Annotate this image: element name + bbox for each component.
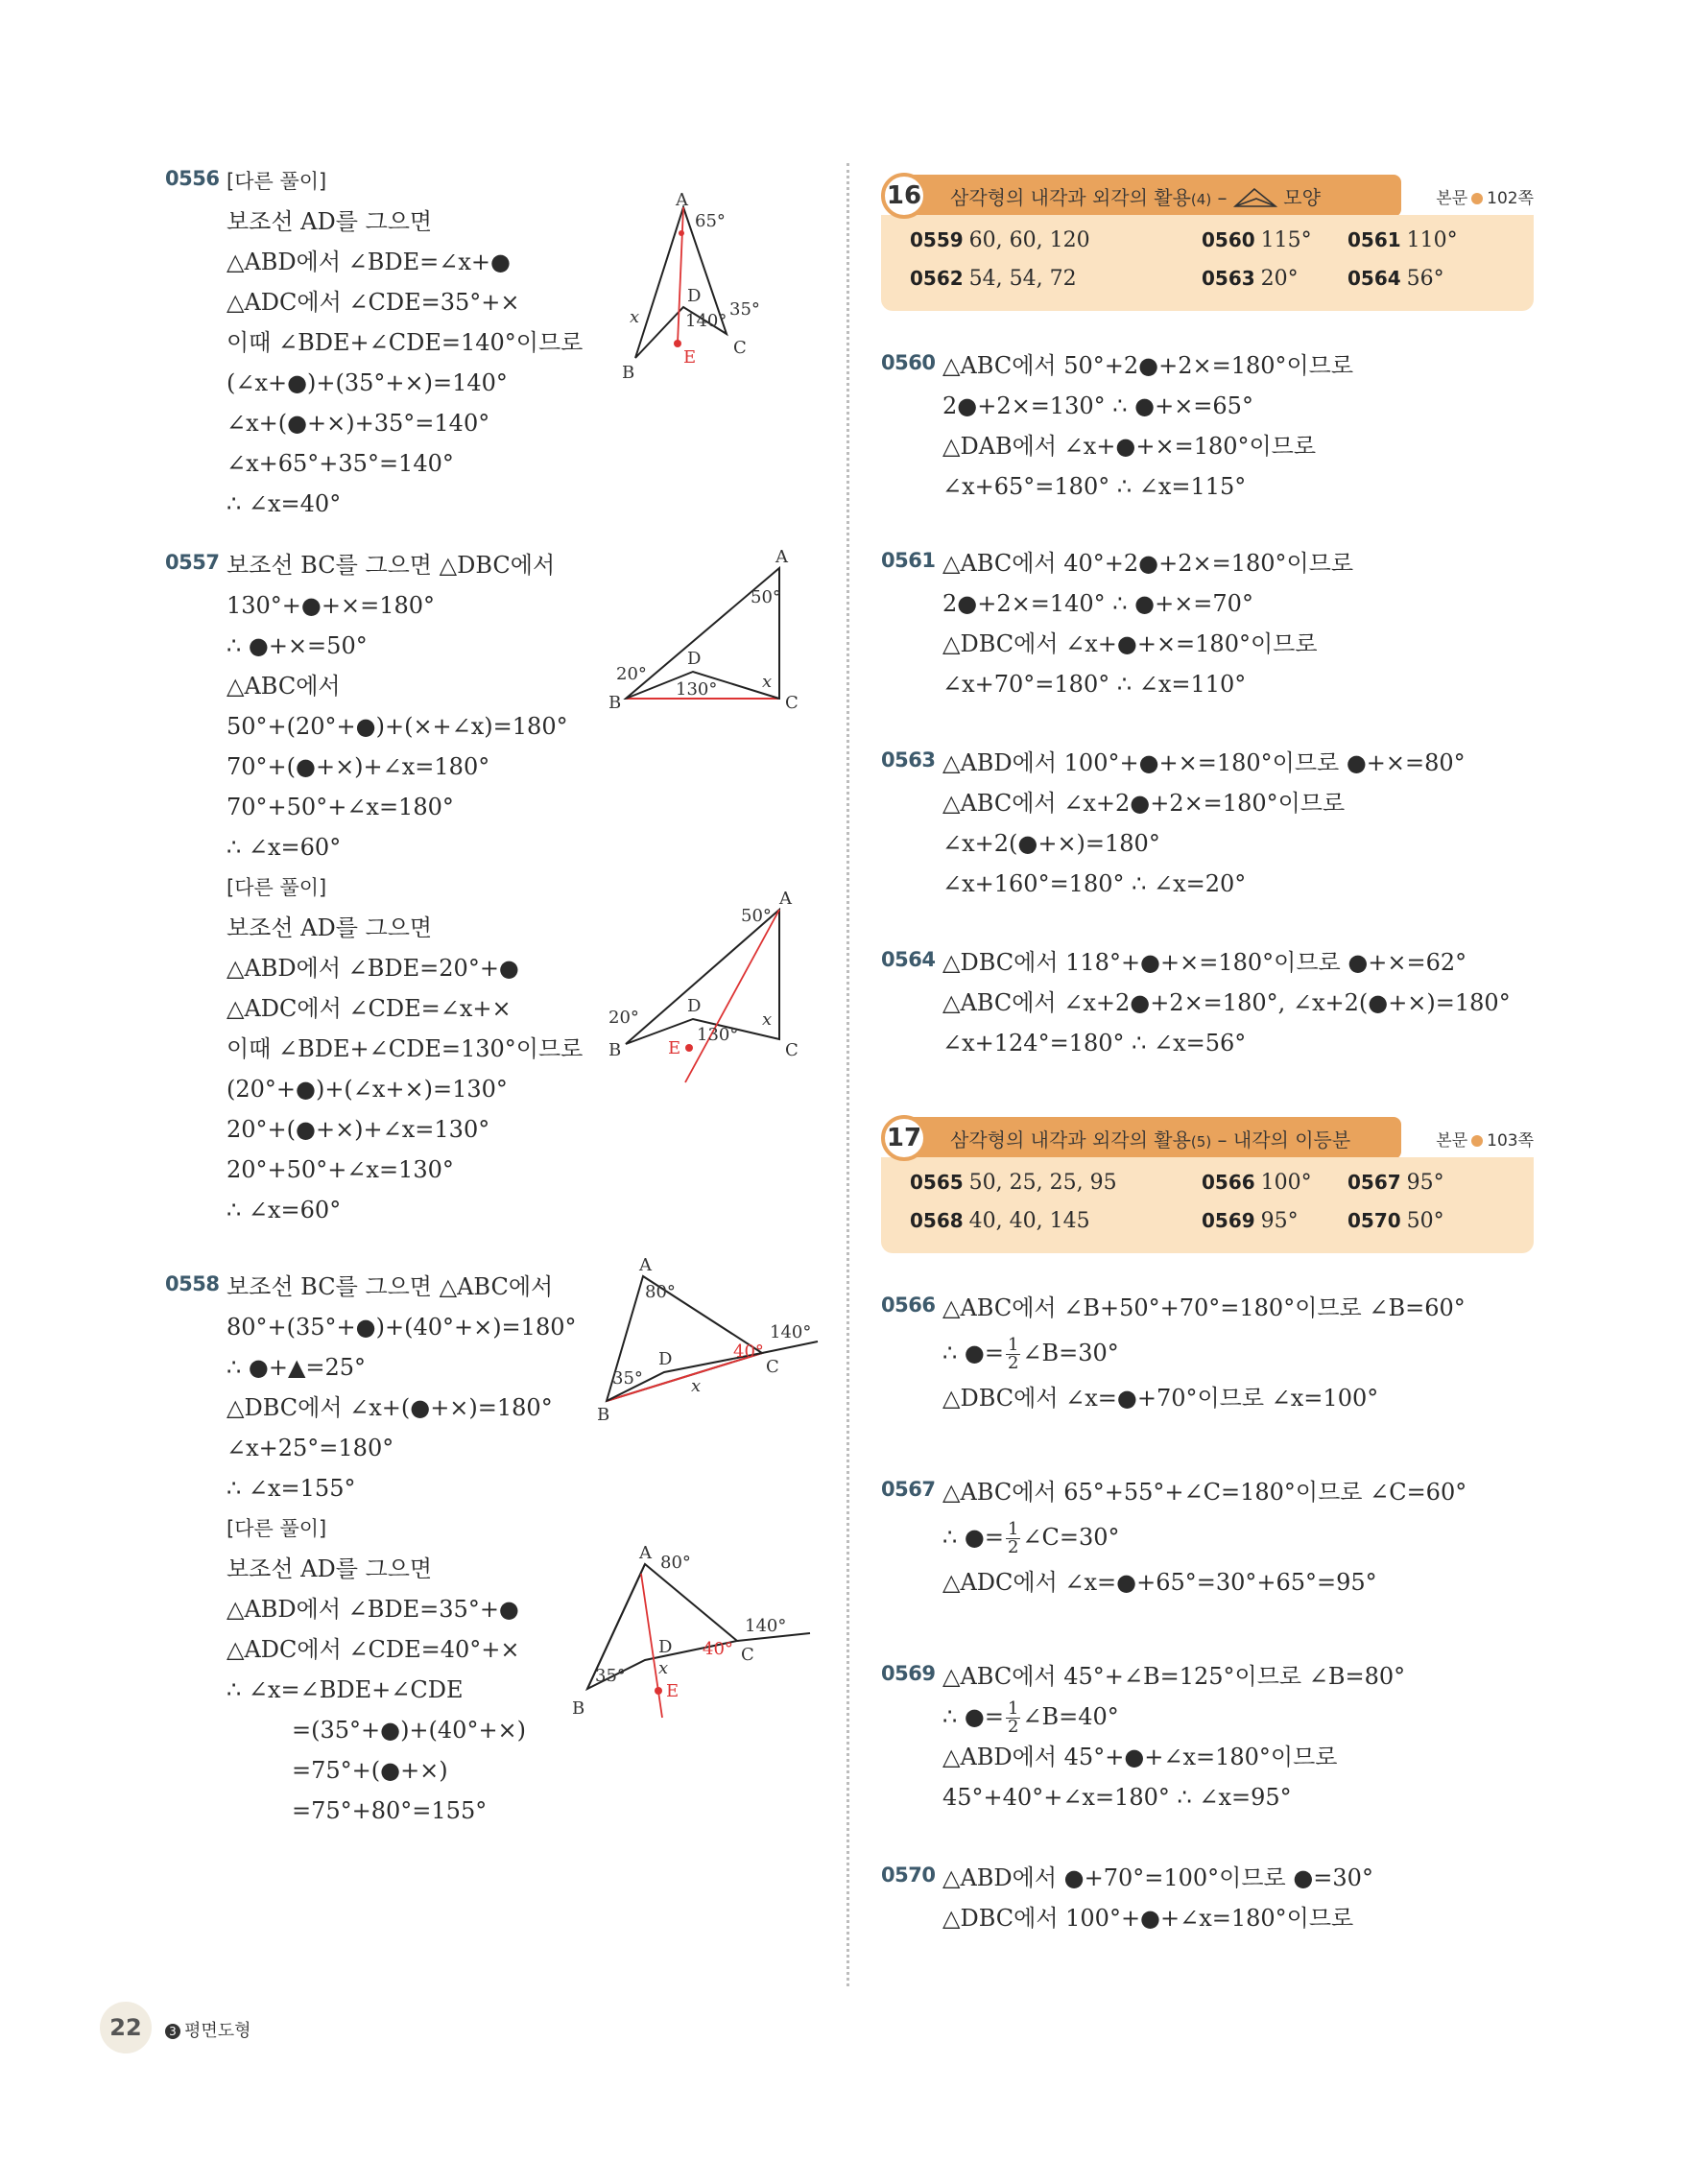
solution-line: ∴ ∠x=60° bbox=[227, 1197, 342, 1223]
solution-line: ∴ ∠x=40° bbox=[227, 490, 342, 517]
problem-0567 bbox=[881, 1472, 1534, 1656]
solution-line: ∴ ●+×=50° bbox=[227, 632, 368, 659]
solution-line: △ABD에서 100°+●+×=180°이므로 ●+×=80° bbox=[942, 749, 1466, 776]
problem-0556 bbox=[165, 161, 827, 545]
solution-line: =75°+80°=155° bbox=[292, 1797, 488, 1824]
label-E: E bbox=[668, 1038, 681, 1058]
angle-x: x bbox=[658, 1658, 669, 1678]
answer-item: 0566 100° bbox=[1202, 1171, 1312, 1195]
fraction: $\frac{1}{2}$ bbox=[1007, 1335, 1019, 1373]
label-C: C bbox=[785, 693, 799, 713]
solution-line: 2●+2×=140° ∴ ●+×=70° bbox=[942, 590, 1253, 617]
angle-130: 130° bbox=[676, 679, 718, 700]
problem-number: 0560 bbox=[881, 351, 936, 374]
problem-0566 bbox=[881, 1288, 1534, 1472]
problem-0563 bbox=[881, 743, 1534, 942]
solution-line: (20°+●)+(∠x+×)=130° bbox=[227, 1076, 508, 1103]
chapter-label bbox=[165, 2017, 251, 2042]
section-16 bbox=[881, 173, 1534, 311]
solution-line: △ABD에서 ●+70°=100°이므로 ●=30° bbox=[942, 1864, 1373, 1891]
solution-line: 보조선 BC를 그으면 △DBC에서 bbox=[227, 552, 556, 579]
solution-line: 130°+●+×=180° bbox=[227, 592, 435, 619]
answer-box bbox=[881, 1157, 1534, 1253]
problem-number: 0566 bbox=[881, 1294, 936, 1317]
angle-130: 130° bbox=[697, 1025, 739, 1045]
solution-line: △ABC에서 ∠B+50°+70°=180°이므로 ∠B=60° bbox=[942, 1294, 1466, 1321]
label-C: C bbox=[785, 1040, 799, 1060]
angle-x: x bbox=[691, 1376, 702, 1396]
label-C: C bbox=[741, 1645, 754, 1665]
triangle-shape-icon bbox=[1233, 187, 1277, 208]
solution-line: △ABC에서 65°+55°+∠C=180°이므로 ∠C=60° bbox=[942, 1479, 1467, 1506]
alt-solution-tag: [다른 풀이] bbox=[227, 1517, 327, 1540]
section-number-badge: 16 bbox=[881, 173, 927, 219]
left-column bbox=[165, 161, 827, 1831]
solution-line: 45°+40°+∠x=180° ∴ ∠x=95° bbox=[942, 1784, 1292, 1811]
problem-number: 0557 bbox=[165, 551, 220, 574]
solution-line: ∴ ∠x=60° bbox=[227, 834, 342, 861]
answer-item: 0565 50, 25, 25, 95 bbox=[910, 1171, 1117, 1195]
problem-0561 bbox=[881, 543, 1534, 743]
solution-line: 이때 ∠BDE+∠CDE=140°이므로 bbox=[227, 329, 584, 356]
label-D: D bbox=[687, 649, 702, 669]
angle-35: 35° bbox=[729, 299, 760, 320]
solution-line: 이때 ∠BDE+∠CDE=130°이므로 bbox=[227, 1035, 584, 1062]
column-divider bbox=[846, 163, 849, 1986]
solution-line: △ABD에서 ∠BDE=35°+● bbox=[227, 1596, 519, 1623]
textbook-reference bbox=[1436, 1127, 1534, 1151]
solution-line: ∠x+160°=180° ∴ ∠x=20° bbox=[942, 870, 1247, 897]
answer-item: 0567 95° bbox=[1347, 1171, 1444, 1195]
angle-40: 40° bbox=[733, 1341, 764, 1362]
angle-140: 140° bbox=[770, 1322, 812, 1342]
triangle-diagram-0556 bbox=[616, 190, 808, 383]
solution-line: 보조선 AD를 그으면 bbox=[227, 914, 433, 941]
section-17 bbox=[881, 1115, 1534, 1253]
solution-line: ∠x+70°=180° ∴ ∠x=110° bbox=[942, 671, 1247, 698]
solution-line: △ABC에서 bbox=[227, 673, 341, 700]
solution-line: ∠x+65°+35°=140° bbox=[227, 450, 454, 477]
label-D: D bbox=[687, 996, 702, 1016]
angle-50: 50° bbox=[751, 587, 781, 607]
right-column bbox=[881, 173, 1534, 1938]
angle-40: 40° bbox=[703, 1639, 733, 1659]
answer-item: 0569 95° bbox=[1202, 1209, 1299, 1233]
angle-80: 80° bbox=[660, 1553, 691, 1573]
solution-line: 20°+(●+×)+∠x=130° bbox=[227, 1116, 490, 1143]
solution-line: ∴ ●= $\frac{1}{2}$ ∠B=30° bbox=[942, 1335, 1119, 1373]
triangle-diagram-0558 bbox=[597, 1257, 827, 1430]
problem-0569 bbox=[881, 1656, 1534, 1858]
label-C: C bbox=[766, 1357, 779, 1377]
solution-line: ∴ ●= $\frac{1}{2}$ ∠C=30° bbox=[942, 1519, 1120, 1557]
arrow-circle-icon bbox=[1471, 1135, 1483, 1147]
angle-50: 50° bbox=[741, 906, 772, 926]
problem-0564 bbox=[881, 942, 1534, 1115]
label-C: C bbox=[733, 338, 747, 358]
solution-line: △ABC에서 ∠x+2●+2×=180°, ∠x+2(●+×)=180° bbox=[942, 989, 1511, 1016]
section-title-text: 삼각형의 내각과 외각의 활용 bbox=[950, 186, 1191, 209]
label-B: B bbox=[572, 1698, 585, 1719]
problem-0570 bbox=[881, 1858, 1534, 1938]
triangle-diagram-0557 bbox=[607, 545, 818, 727]
label-D: D bbox=[658, 1349, 673, 1369]
solution-line: △DBC에서 100°+●+∠x=180°이므로 bbox=[942, 1905, 1354, 1932]
solution-line: △ABD에서 ∠BDE=∠x+● bbox=[227, 249, 511, 275]
solution-line: 보조선 AD를 그으면 bbox=[227, 1555, 433, 1582]
problem-number: 0569 bbox=[881, 1662, 936, 1685]
solution-line: △ADC에서 ∠CDE=40°+× bbox=[227, 1636, 520, 1663]
problem-number: 0561 bbox=[881, 549, 936, 572]
section-header bbox=[881, 173, 1534, 219]
arrow-circle-icon bbox=[1471, 193, 1483, 204]
label-A: A bbox=[779, 889, 792, 909]
answer-item: 0561 110° bbox=[1347, 228, 1458, 252]
ref-label: 본문 bbox=[1436, 1131, 1468, 1151]
section-title-sub: (5) bbox=[1190, 1133, 1212, 1151]
label-A: A bbox=[639, 1543, 652, 1563]
solution-line: 2●+2×=130° ∴ ●+×=65° bbox=[942, 392, 1253, 419]
section-title-tail: – 내각의 이등분 bbox=[1217, 1128, 1351, 1151]
solution-line: 50°+(20°+●)+(×+∠x)=180° bbox=[227, 713, 568, 740]
solution-line: △ABD에서 45°+●+∠x=180°이므로 bbox=[942, 1744, 1338, 1770]
solution-line: 80°+(35°+●)+(40°+×)=180° bbox=[227, 1314, 577, 1341]
answer-item: 0560 115° bbox=[1202, 228, 1312, 252]
chapter-name: 평면도형 bbox=[184, 2021, 251, 2041]
problem-0560 bbox=[881, 345, 1534, 543]
label-B: B bbox=[608, 1040, 622, 1060]
angle-35: 35° bbox=[595, 1666, 626, 1686]
section-title-sub: (4) bbox=[1190, 191, 1212, 208]
solution-line: 70°+50°+∠x=180° bbox=[227, 794, 454, 820]
label-B: B bbox=[597, 1405, 610, 1425]
triangle-diagram-0557-alt bbox=[607, 890, 818, 1092]
solution-line: ∴ ●= $\frac{1}{2}$ ∠B=40° bbox=[942, 1698, 1119, 1737]
solution-line: ∠x+65°=180° ∴ ∠x=115° bbox=[942, 473, 1247, 500]
label-D: D bbox=[687, 286, 702, 306]
problem-0557 bbox=[165, 545, 827, 1267]
section-title bbox=[950, 182, 1321, 210]
chapter-number-icon: 3 bbox=[165, 2024, 180, 2039]
alt-solution-tag: [다른 풀이] bbox=[227, 170, 327, 193]
label-D: D bbox=[658, 1637, 673, 1657]
angle-x: x bbox=[630, 307, 640, 327]
answer-box bbox=[881, 215, 1534, 311]
solution-line: ∠x+124°=180° ∴ ∠x=56° bbox=[942, 1030, 1247, 1056]
ref-label: 본문 bbox=[1436, 189, 1468, 208]
label-E: E bbox=[666, 1681, 680, 1701]
solution-line: 20°+50°+∠x=130° bbox=[227, 1156, 454, 1183]
problem-number: 0567 bbox=[881, 1478, 936, 1501]
solution-line: △DBC에서 118°+●+×=180°이므로 ●+×=62° bbox=[942, 949, 1467, 976]
answer-item: 0564 56° bbox=[1347, 267, 1444, 291]
answer-item: 0570 50° bbox=[1347, 1209, 1444, 1233]
solution-line: △ADC에서 ∠CDE=∠x+× bbox=[227, 995, 512, 1022]
solution-line: △DBC에서 ∠x=●+70°이므로 ∠x=100° bbox=[942, 1385, 1379, 1412]
solution-line: △ABC에서 ∠x+2●+2×=180°이므로 bbox=[942, 790, 1346, 817]
solution-line: △ABD에서 ∠BDE=20°+● bbox=[227, 955, 519, 982]
ref-page: 102쪽 bbox=[1487, 189, 1534, 208]
solution-line: (∠x+●)+(35°+×)=140° bbox=[227, 369, 508, 396]
label-A: A bbox=[639, 1255, 652, 1275]
angle-20: 20° bbox=[608, 1008, 639, 1028]
solution-line: △DAB에서 ∠x+●+×=180°이므로 bbox=[942, 433, 1317, 460]
solution-line: △DBC에서 ∠x+(●+×)=180° bbox=[227, 1394, 553, 1421]
angle-20: 20° bbox=[616, 664, 647, 684]
problem-number: 0564 bbox=[881, 948, 936, 971]
triangle-diagram-0558-alt bbox=[568, 1545, 818, 1737]
solution-line: △DBC에서 ∠x+●+×=180°이므로 bbox=[942, 630, 1318, 657]
angle-80: 80° bbox=[645, 1282, 676, 1302]
solution-line: △ADC에서 ∠x=●+65°=30°+65°=95° bbox=[942, 1569, 1377, 1596]
angle-35: 35° bbox=[612, 1368, 643, 1389]
solution-line: ∴ ∠x=155° bbox=[227, 1475, 356, 1502]
angle-140: 140° bbox=[685, 311, 727, 331]
section-title-shape: 모양 bbox=[1283, 186, 1321, 209]
page-number: 22 bbox=[100, 2002, 152, 2053]
label-A: A bbox=[676, 190, 688, 210]
label-B: B bbox=[622, 363, 635, 383]
problem-number: 0556 bbox=[165, 167, 220, 190]
angle-x: x bbox=[762, 1009, 773, 1030]
answer-item: 0562 54, 54, 72 bbox=[910, 267, 1077, 291]
ref-page: 103쪽 bbox=[1487, 1131, 1534, 1151]
problem-0558 bbox=[165, 1255, 827, 1831]
solution-line: =75°+(●+×) bbox=[292, 1757, 448, 1784]
solution-line: △ADC에서 ∠CDE=35°+× bbox=[227, 289, 520, 316]
alt-solution-tag: [다른 풀이] bbox=[227, 876, 327, 899]
section-number-badge: 17 bbox=[881, 1115, 927, 1161]
fraction: $\frac{1}{2}$ bbox=[1007, 1519, 1019, 1557]
answer-item: 0568 40, 40, 145 bbox=[910, 1209, 1090, 1233]
label-E: E bbox=[683, 347, 697, 368]
label-B: B bbox=[608, 693, 622, 713]
solution-line: =(35°+●)+(40°+×) bbox=[292, 1717, 527, 1744]
solution-line: ∠x+(●+×)+35°=140° bbox=[227, 410, 490, 437]
section-title-tail: – bbox=[1217, 186, 1233, 209]
solution-line: 보조선 AD를 그으면 bbox=[227, 208, 433, 235]
problem-number: 0563 bbox=[881, 748, 936, 772]
answer-item: 0563 20° bbox=[1202, 267, 1299, 291]
answer-item: 0559 60, 60, 120 bbox=[910, 228, 1090, 252]
solution-line: ∴ ●+▲=25° bbox=[227, 1354, 367, 1381]
fraction: $\frac{1}{2}$ bbox=[1007, 1698, 1019, 1737]
solution-line: ∴ ∠x=∠BDE+∠CDE bbox=[227, 1676, 464, 1703]
solution-line: ∠x+25°=180° bbox=[227, 1435, 394, 1461]
angle-65: 65° bbox=[695, 211, 726, 231]
solution-line: △ABC에서 45°+∠B=125°이므로 ∠B=80° bbox=[942, 1663, 1406, 1690]
problem-number: 0570 bbox=[881, 1864, 936, 1887]
solution-line: △ABC에서 50°+2●+2×=180°이므로 bbox=[942, 352, 1354, 379]
section-title bbox=[950, 1125, 1350, 1152]
solution-line: 보조선 BC를 그으면 △ABC에서 bbox=[227, 1273, 554, 1300]
textbook-reference bbox=[1436, 184, 1534, 208]
angle-x: x bbox=[762, 672, 773, 692]
section-title-text: 삼각형의 내각과 외각의 활용 bbox=[950, 1128, 1191, 1151]
problem-number: 0558 bbox=[165, 1272, 220, 1295]
solution-line: ∠x+2(●+×)=180° bbox=[942, 830, 1160, 857]
solution-line: △ABC에서 40°+2●+2×=180°이므로 bbox=[942, 550, 1354, 577]
label-A: A bbox=[775, 547, 788, 567]
section-header bbox=[881, 1115, 1534, 1161]
angle-140: 140° bbox=[745, 1616, 787, 1636]
solution-line: 70°+(●+×)+∠x=180° bbox=[227, 753, 490, 780]
